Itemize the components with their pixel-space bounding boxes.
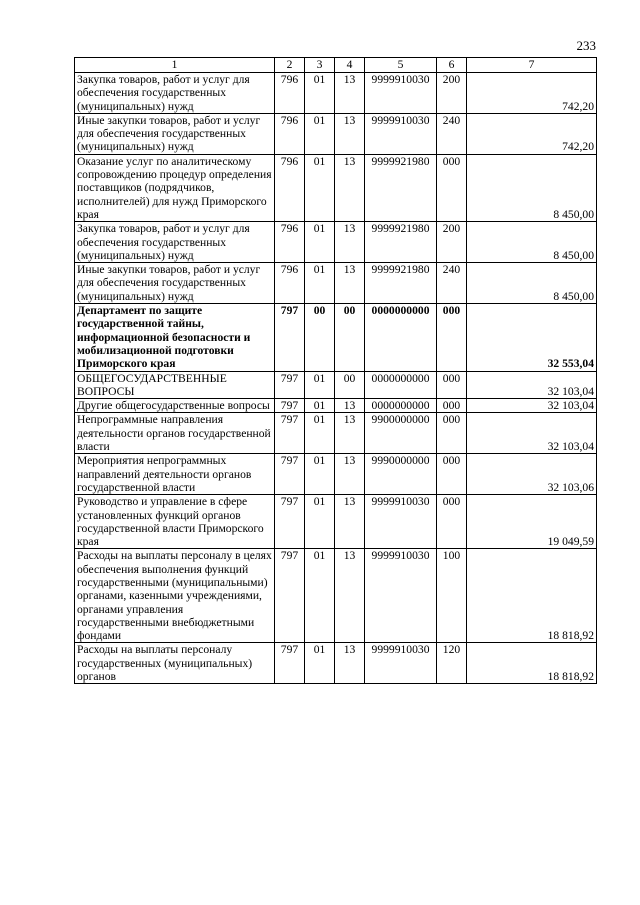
row-subsection-cell: 13 — [335, 549, 365, 643]
row-code-cell: 796 — [275, 263, 305, 304]
budget-table — [74, 57, 597, 684]
row-target-article-cell: 9999910030 — [365, 643, 437, 684]
row-expense-type-cell: 120 — [437, 643, 467, 684]
header-row — [75, 58, 597, 73]
row-section-cell: 01 — [305, 495, 335, 549]
row-code-cell: 797 — [275, 643, 305, 684]
row-expense-type-cell: 100 — [437, 549, 467, 643]
row-name-cell: Департамент по защите государственной тайны, информационной безопасности и мобилизационной подготовки Приморского края — [75, 304, 275, 371]
row-expense-type-cell: 000 — [437, 413, 467, 454]
row-section-cell: 01 — [305, 549, 335, 643]
row-name-cell: Расходы на выплаты персоналу в целях обеспечения выполнения функций государственными (муниципальными) органами, казенными учреждениями, органами управления государственными внебюджетными фондами — [75, 549, 275, 643]
row-amount-cell: 32 103,04 — [467, 413, 597, 454]
row-subsection-cell: 13 — [335, 154, 365, 221]
row-expense-type-cell: 200 — [437, 73, 467, 114]
row-name-cell: Закупка товаров, работ и услуг для обеспечения государственных (муниципальных) нужд — [75, 222, 275, 263]
row-subsection-cell: 13 — [335, 399, 365, 413]
row-subsection-cell: 00 — [335, 371, 365, 399]
row-subsection-cell: 13 — [335, 495, 365, 549]
row-subsection-cell: 13 — [335, 413, 365, 454]
row-section-cell: 01 — [305, 371, 335, 399]
row-name-cell: ОБЩЕГОСУДАРСТВЕННЫЕ ВОПРОСЫ — [75, 371, 275, 399]
row-section-cell: 01 — [305, 413, 335, 454]
row-amount-cell: 32 553,04 — [467, 304, 597, 371]
row-amount-cell: 32 103,04 — [467, 371, 597, 399]
row-amount-cell: 8 450,00 — [467, 263, 597, 304]
row-subsection-cell: 13 — [335, 73, 365, 114]
row-name-cell: Мероприятия непрограммных направлений деятельности органов государственной власти — [75, 454, 275, 495]
row-amount-cell: 8 450,00 — [467, 222, 597, 263]
row-code-cell: 797 — [275, 454, 305, 495]
row-name-cell: Руководство и управление в сфере установленных функций органов государственной власти Приморского края — [75, 495, 275, 549]
row-expense-type-cell: 000 — [437, 454, 467, 495]
table-row — [75, 73, 597, 114]
table-row — [75, 154, 597, 221]
row-section-cell: 01 — [305, 222, 335, 263]
row-name-cell: Иные закупки товаров, работ и услуг для обеспечения государственных (муниципальных) нужд — [75, 113, 275, 154]
row-target-article-cell: 9990000000 — [365, 454, 437, 495]
table-row — [75, 371, 597, 399]
row-code-cell: 797 — [275, 413, 305, 454]
header-cell-3: 3 — [305, 58, 335, 73]
row-amount-cell: 18 818,92 — [467, 643, 597, 684]
row-target-article-cell: 9999910030 — [365, 73, 437, 114]
row-expense-type-cell: 240 — [437, 263, 467, 304]
row-expense-type-cell: 000 — [437, 399, 467, 413]
row-target-article-cell: 9900000000 — [365, 413, 437, 454]
header-cell-2: 2 — [275, 58, 305, 73]
row-code-cell: 796 — [275, 113, 305, 154]
row-code-cell: 796 — [275, 154, 305, 221]
table-row — [75, 263, 597, 304]
row-subsection-cell: 13 — [335, 263, 365, 304]
row-expense-type-cell: 240 — [437, 113, 467, 154]
row-code-cell: 797 — [275, 399, 305, 413]
row-target-article-cell: 9999910030 — [365, 549, 437, 643]
header-cell-7: 7 — [467, 58, 597, 73]
row-name-cell: Закупка товаров, работ и услуг для обеспечения государственных (муниципальных) нужд — [75, 73, 275, 114]
table-row — [75, 222, 597, 263]
row-section-cell: 01 — [305, 154, 335, 221]
header-cell-4: 4 — [335, 58, 365, 73]
table-row — [75, 399, 597, 413]
row-code-cell: 797 — [275, 549, 305, 643]
row-target-article-cell: 0000000000 — [365, 371, 437, 399]
row-name-cell: Расходы на выплаты персоналу государственных (муниципальных) органов — [75, 643, 275, 684]
table-row — [75, 454, 597, 495]
row-target-article-cell: 0000000000 — [365, 304, 437, 371]
row-section-cell: 01 — [305, 113, 335, 154]
row-section-cell: 01 — [305, 263, 335, 304]
table-row — [75, 113, 597, 154]
row-expense-type-cell: 000 — [437, 154, 467, 221]
table-row — [75, 413, 597, 454]
row-section-cell: 01 — [305, 643, 335, 684]
row-name-cell: Другие общегосударственные вопросы — [75, 399, 275, 413]
row-amount-cell: 32 103,06 — [467, 454, 597, 495]
row-target-article-cell: 9999921980 — [365, 263, 437, 304]
row-subsection-cell: 13 — [335, 222, 365, 263]
row-section-cell: 00 — [305, 304, 335, 371]
row-amount-cell: 742,20 — [467, 73, 597, 114]
table-row — [75, 495, 597, 549]
row-target-article-cell: 9999921980 — [365, 154, 437, 221]
header-cell-6: 6 — [437, 58, 467, 73]
row-name-cell: Иные закупки товаров, работ и услуг для обеспечения государственных (муниципальных) нужд — [75, 263, 275, 304]
row-expense-type-cell: 000 — [437, 371, 467, 399]
row-section-cell: 01 — [305, 73, 335, 114]
row-code-cell: 797 — [275, 371, 305, 399]
header-cell-1: 1 — [75, 58, 275, 73]
row-subsection-cell: 13 — [335, 113, 365, 154]
row-section-cell: 01 — [305, 399, 335, 413]
row-code-cell: 796 — [275, 73, 305, 114]
row-target-article-cell: 9999921980 — [365, 222, 437, 263]
row-name-cell: Оказание услуг по аналитическому сопровождению процедур определения поставщиков (подрядчиков, исполнителей) для нужд Приморского края — [75, 154, 275, 221]
table-row — [75, 549, 597, 643]
row-target-article-cell: 0000000000 — [365, 399, 437, 413]
row-name-cell: Непрограммные направления деятельности органов государственной власти — [75, 413, 275, 454]
row-code-cell: 797 — [275, 304, 305, 371]
row-amount-cell: 8 450,00 — [467, 154, 597, 221]
page-number: 233 — [576, 38, 596, 53]
header-cell-5: 5 — [365, 58, 437, 73]
row-expense-type-cell: 200 — [437, 222, 467, 263]
row-code-cell: 796 — [275, 222, 305, 263]
row-amount-cell: 32 103,04 — [467, 399, 597, 413]
row-amount-cell: 742,20 — [467, 113, 597, 154]
row-amount-cell: 18 818,92 — [467, 549, 597, 643]
row-target-article-cell: 9999910030 — [365, 495, 437, 549]
row-subsection-cell: 13 — [335, 643, 365, 684]
row-subsection-cell: 13 — [335, 454, 365, 495]
row-section-cell: 01 — [305, 454, 335, 495]
row-expense-type-cell: 000 — [437, 495, 467, 549]
row-amount-cell: 19 049,59 — [467, 495, 597, 549]
row-expense-type-cell: 000 — [437, 304, 467, 371]
row-subsection-cell: 00 — [335, 304, 365, 371]
table-row — [75, 304, 597, 371]
table-row — [75, 643, 597, 684]
row-target-article-cell: 9999910030 — [365, 113, 437, 154]
row-code-cell: 797 — [275, 495, 305, 549]
